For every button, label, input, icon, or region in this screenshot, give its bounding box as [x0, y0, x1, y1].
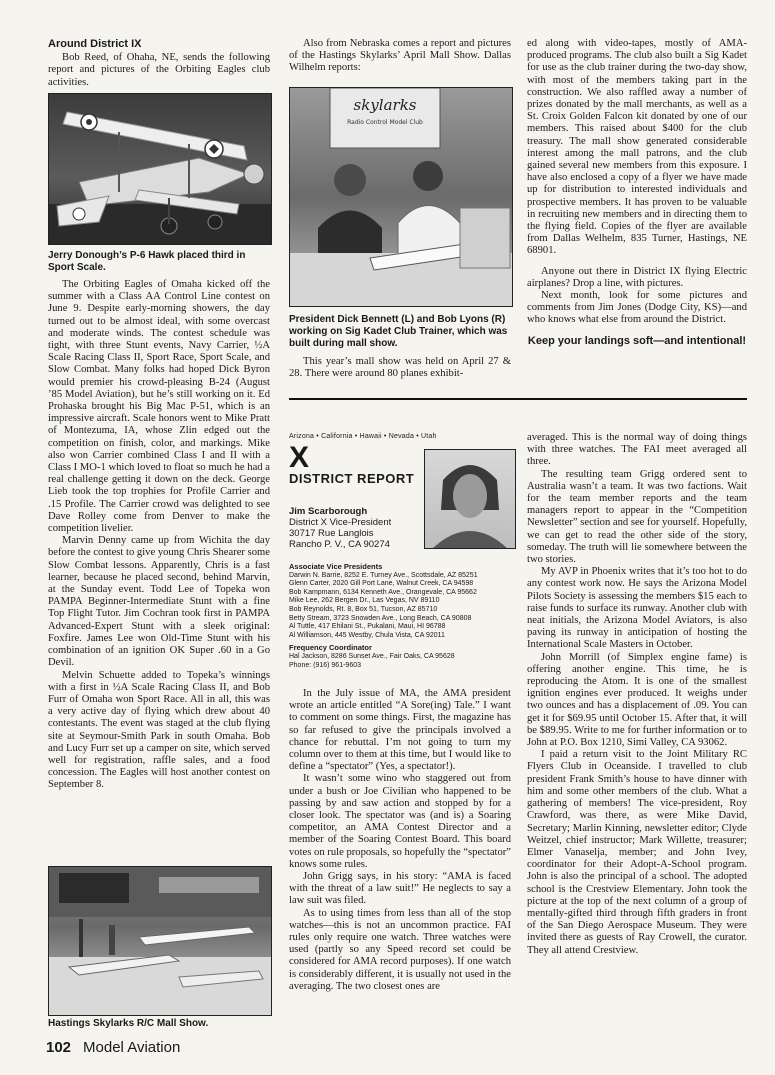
- body-paragraph: I paid a return visit to the Joint Military RC Flyers Club in Oceanside. I travelled to club president Frank Smith’s house to have dinner with him and some other members of the club. What a gathering of members! The vice-president, Roy Crawford, was there, as were Mike David, Secretary; Marlin Kinning, newsletter editor; Clyde Weitzel, chief instructor; Mark Willette, treasurer; Elmer Vanaselja, member; and John Ivey, coordinator for their Adopt-A-School program. John is also the principal of a school. The adopted school is the Crestview Elementary. John took the picture at the top of the next column of a group of mentally-gifted third through fifth graders in front of the San Diego Aerospace Museum. They were invited there as guests of Ray Crowell, the curator. They all attend Crestview.: [527, 749, 747, 956]
- column-2-bottom: [289, 688, 511, 993]
- photo-p6-hawk: [48, 93, 272, 245]
- photo-mall-show: [48, 866, 272, 1016]
- district-report-title: DISTRICT REPORT: [289, 471, 415, 486]
- associate-vp-entry: Bob Reynolds, Rt. 8, Box 51, Tucson, AZ 85710: [289, 605, 438, 613]
- photo-caption-p6-hawk: Jerry Donough’s P-6 Hawk placed third in Sport Scale.: [48, 250, 246, 273]
- associate-vp-entry: Betty Stream, 3723 Snowden Ave., Long Beach, CA 90808: [289, 614, 472, 622]
- column-2-top-body: [289, 356, 511, 380]
- magazine-name: Model Aviation: [83, 1039, 181, 1056]
- frequency-coordinator-heading: Frequency Coordinator: [289, 643, 372, 653]
- district-states: Arizona • California • Hawaii • Nevada • Utah: [289, 433, 437, 440]
- associate-vp-entry: Glenn Carter, 2020 Gill Port Lane, Walnut Creek, CA 94598: [289, 580, 474, 588]
- biplane-illustration: [49, 94, 271, 244]
- associate-vps-heading: Associate Vice Presidents: [289, 562, 383, 571]
- photo-caption-club-trainer: President Dick Bennett (L) and Bob Lyons (R) working on Sig Kadet Club Trainer, which was built during mall show.: [289, 314, 508, 349]
- body-paragraph: ed along with video-tapes, mostly of AMA-produced programs. The club also built a Sig Kadet for use as the club trainer during the two-day show, with most of the members taking part in the construction. We also raffled away a number of prizes donated by the mall merchants, as well as a St. Croix Golden Falcon kit donated by one of our members. This raised about $400 for the club treasury. The mall show generated considerable interest among the mall patrons, and the club gained several new members from this exposure. I have also enclosed a copy of a flyer we have made up for distribution to interested individuals and prospective members. It has proven to be valuable in recruiting new members and in directing them to the flying field. Copies of the flyer are available from Dallas Welhelm, 835 Turner, Hastings, NE 68901.: [527, 38, 747, 257]
- vp-address-line: 30717 Rue Langlois: [289, 528, 374, 539]
- intro-paragraph: Bob Reed, of Ohaha, NE, sends the following report and pictures of the Orbiting Eagles club activities.: [48, 52, 270, 88]
- associate-vp-entry: Al Tuttle, 417 Ehilani St., Pukalani, Maui, HI 96788: [289, 623, 446, 631]
- section-heading: Around District IX: [48, 38, 142, 50]
- mall-show-illustration: [49, 867, 271, 1015]
- body-paragraph: This year’s mall show was held on April 27 & 28. There were around 80 planes exhibit-: [289, 356, 511, 380]
- vp-name: Jim Scarborough: [289, 506, 368, 517]
- body-paragraph: The resulting team Grigg ordered sent to Australia wasn’t a team. It was two factions. Wait for the team member reports and the team managers report to appear in the “Competition Newsletter” section and see for yourself. Hopefully, we can get to read the other side of the story, someday. The truth will lie somewhere between the two stories.: [527, 468, 747, 566]
- body-paragraph: Anyone out there in District IX flying Electric airplanes? Drop a line, with pictures.: [527, 265, 747, 289]
- body-paragraph: John Morrill (of Simplex engine fame) is offering another engine. This time, he is reproducing the Atom. It is one of the smallest ignition engines ever produced. It weighs under two ounces and has a displacement of .09. You can get it for $69.95 until October 15. After that, it will be $89.95. Write to me for further information or to John at P.O. Box 1210, Simi Valley, CA 93062.: [527, 651, 747, 749]
- vp-contact: [289, 506, 424, 550]
- body-paragraph: Melvin Schuette added to Topeka’s winnings with a first in ½A Scale Racing Class II, and Bob Furr of Omaha won Sport Race. All in all, this was a very active day of flying which drew about 40 contestants. The event was staged at the club flying site at Seymour-Smith Park in south Omaha. Bob and Lucy Furr set up a camper on site, which served well for registration, raffle sales, and a food concession. The Eagles will host another contest on September 8.: [48, 669, 270, 791]
- sign-subtext: Radio Control Model Club: [347, 119, 423, 126]
- column-1-body: [48, 279, 270, 792]
- body-paragraph: It wasn’t some wino who staggered out from under a bush or Joe Civilian who happened to be passing by and saw action and stopped by for a closer look. The spectator was (and is) a Soaring competitor, an AMA Contest Director and a member of the Soaring Contest Board. This board votes on rule proposals, so hopefully the “spectator” knows some rules.: [289, 773, 511, 870]
- associate-vp-entry: Mike Lee, 262 Bergen Dr., Las Vegas, NV 89110: [289, 597, 440, 605]
- club-trainer-illustration: [290, 88, 512, 306]
- closing-line: Keep your landings soft—and intentional!: [527, 334, 747, 347]
- vp-title: District X Vice-President: [289, 517, 392, 528]
- associate-vp-entry: Darwin N. Barrie, 8252 E. Turney Ave., Scottsdale, AZ 85251: [289, 571, 478, 579]
- page-number: 102: [46, 1039, 72, 1056]
- frequency-coordinator-phone: Phone: (916) 961-9603: [289, 661, 361, 669]
- vp-address-line: Rancho P. V., CA 90274: [289, 539, 390, 550]
- vp-portrait-photo: [424, 449, 516, 549]
- body-paragraph: Marvin Denny came up from Wichita the day before the contest to give young Chris Shearer some Slow Combat lessons. Apparently, Chris is a fast learner, because he placed second, behind Marvin, at the Sunday event. Todd Lee of Topeka won PAMPA Beginner-Intermediate Stunt with a fine Top Flight Tutor. Jim Cochran took first in PAMPA Advanced-Expert Stunt with a sleek original: Foxfire. James Lee won Old-Time Stunt with his combination of an ignition OK Super .60 in a Go Devil.: [48, 535, 270, 669]
- district-numeral: X: [289, 441, 310, 474]
- intro-paragraph: Also from Nebraska comes a report and pictures of the Hastings Skylarks’ April Mall Show. Dallas Wilhelm reports:: [289, 38, 511, 74]
- body-paragraph: In the July issue of MA, the AMA president wrote an article entitled “A Sore(ing) Tale.” I want to comment on some things. First, the magazine has so far refused to give the principals involved a chance for rebuttal. I’m not going to turn my column over to them at this time, but I would like to define a “spectator” (Yes, a spectator!).: [289, 688, 511, 773]
- body-paragraph: As to using times from less than all of the stop watches—this is not an uncommon practice. FAI rules only require one watch. Three watches were used (partly so any Speed record set could be considered for AMA record purposes). If one watch is considerably different, it is usually not used in the averaging. The two closest ones are: [289, 907, 511, 992]
- column-3-top: [527, 38, 747, 347]
- photo-club-trainer: [289, 87, 513, 307]
- page-footer: [46, 1039, 180, 1056]
- photo-caption-mall-show: Hastings Skylarks R/C Mall Show.: [48, 1018, 209, 1029]
- portrait-illustration: [425, 450, 515, 548]
- body-paragraph: averaged. This is the normal way of doing things with three watches. The FAI meet averaged all three.: [527, 432, 747, 468]
- associate-vp-entry: Al Williamson, 445 Westby, Chula Vista, CA 92011: [289, 631, 445, 639]
- body-paragraph: My AVP in Phoenix writes that it’s too hot to do any contest work now. He says the Arizona Model Pilots Society is assessing the members $15 each to raise funds to surface its runway. Another club with neat initials, the Arizona Model Aviators, is also paving its runway in anticipation of hosting the International Scale Masters in October.: [527, 566, 747, 651]
- frequency-coordinator-entry: Hal Jackson, 8286 Sunset Ave., Fair Oaks, CA 95628: [289, 652, 455, 660]
- associate-vps: [289, 563, 514, 670]
- body-paragraph: The Orbiting Eagles of Omaha kicked off the summer with a Class AA Control Line contest on June 9. Despite early-morning showers, the day turned out to be almost ideal, with some overcast and moderate winds. The contest schedule was tight, with three Stunt events, Navy Carrier, ½A Scale Racing Class II, Sport Race, Sport Scale, and Slow Combat. Many folks had hoped Dick Byron would premier his crowd-pleasing B-24 (August ’85 Model Aviation), but he’s still working on it. Ed Prohaska brought his Big Mac P-51, which is an impressive aircraft. Scale honors went to Mike Pratt of Montezuma, IA, whose Zlin edged out the competition on finish, color, and markings. Mike also won Carrier combined Class I and II with a Class I MO-1 which loved to float so much he had a real challenge getting it down on the deck. George Lieb took the top trophies for Profile Carrier and .15 Profile. The Carrier crowd was delighted to see Dave Rolley come from Denver to make the competition livelier.: [48, 279, 270, 535]
- column-1: [48, 38, 270, 89]
- sign-text: skylarks: [353, 96, 417, 114]
- column-3-bottom: [527, 432, 747, 957]
- body-paragraph: John Grigg says, in his story: “AMA is faced with the threat of a law suit!” He neglects to say a law suit was filed.: [289, 871, 511, 907]
- section-divider: [289, 398, 747, 400]
- column-2-top: [289, 38, 511, 75]
- body-paragraph: Next month, look for some pictures and comments from Jim Jones (Dodge City, KS)—and who knows what else from around the District.: [527, 290, 747, 326]
- associate-vp-entry: Bob Kampmann, 6134 Kenneth Ave., Orangevale, CA 95662: [289, 588, 477, 596]
